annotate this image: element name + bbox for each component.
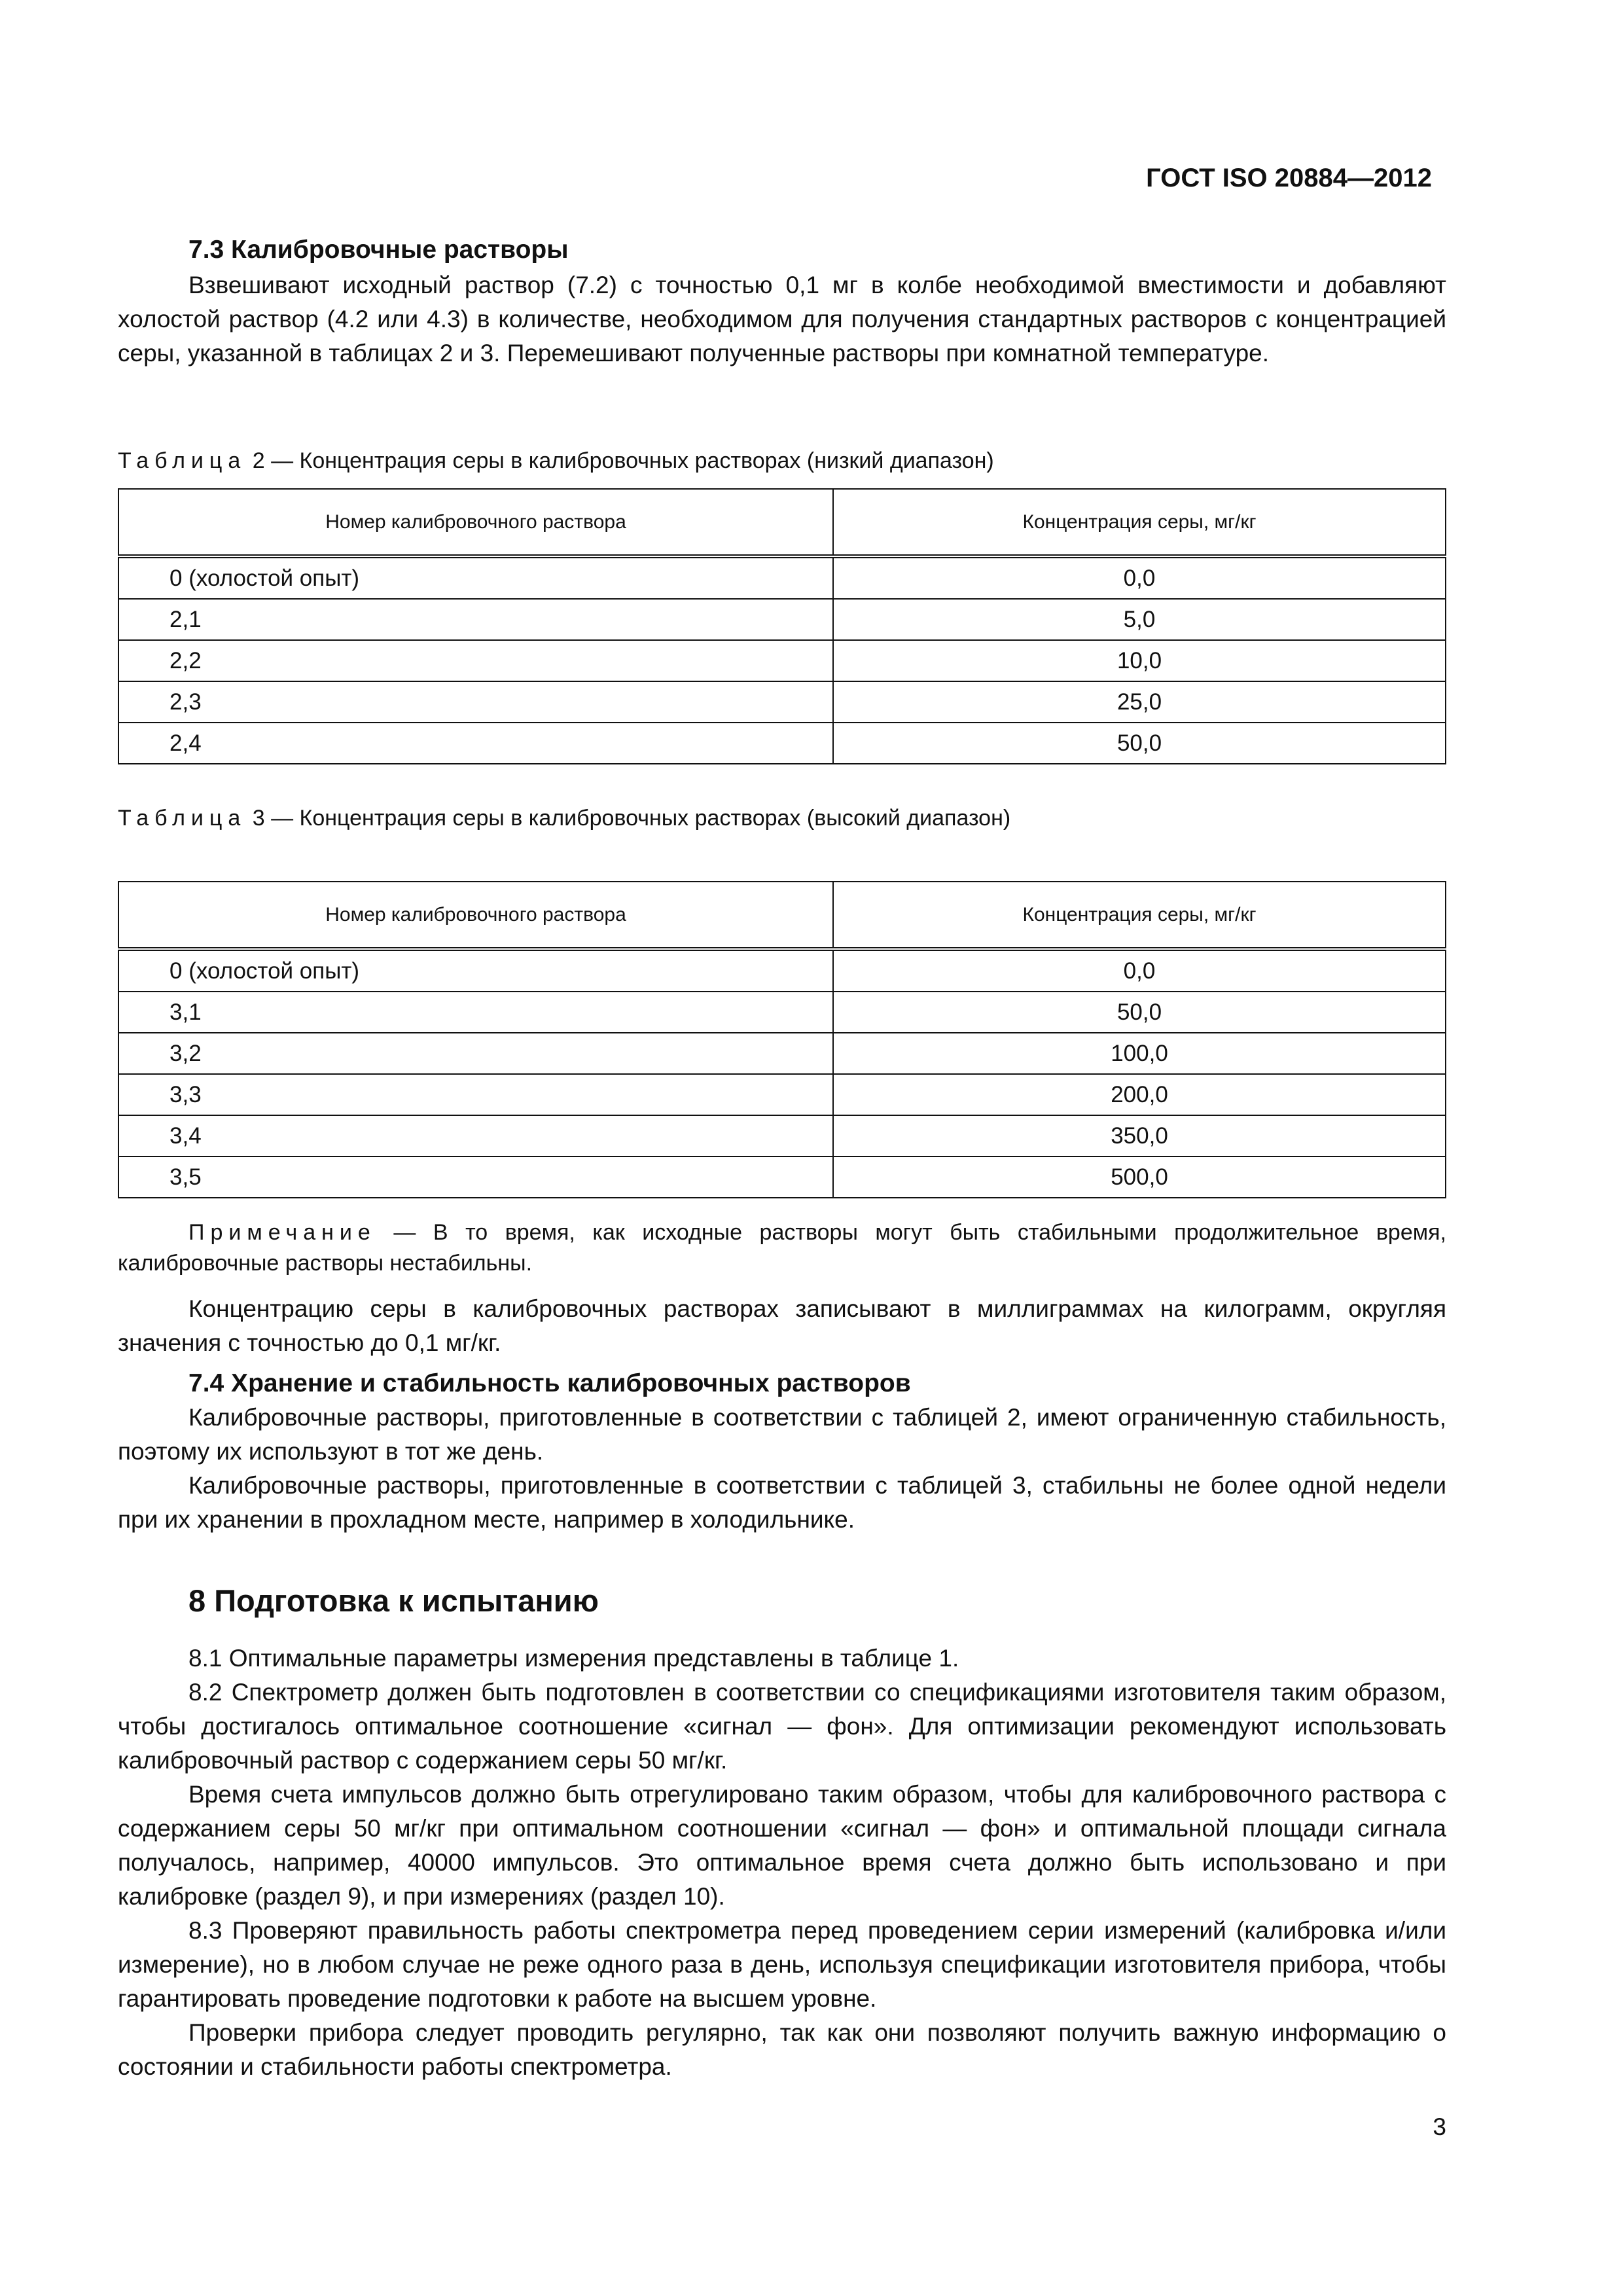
column-header: Номер калибровочного раствора — [118, 882, 833, 949]
table-2 — [118, 488, 1446, 764]
table-cell: 3,2 — [118, 1033, 833, 1074]
table-row — [118, 949, 1446, 992]
table-cell: 500,0 — [833, 1157, 1446, 1198]
table-row — [118, 640, 1446, 681]
table-row — [118, 1157, 1446, 1198]
table-note — [118, 1217, 1446, 1279]
table-cell: 2,2 — [118, 640, 833, 681]
section-8-body — [118, 1641, 1446, 2084]
paragraph-text: Калибровочные растворы, приготовленные в соответствии с таблицей 3, стабильны не более одной недели при их хранении в прохладном месте, например в холодильнике. — [118, 1472, 1446, 1533]
table-label: Таблица — [118, 448, 247, 473]
table-cell: 0 (холостой опыт) — [118, 556, 833, 599]
table-cell: 5,0 — [833, 599, 1446, 640]
paragraph-text: Проверки прибора следует проводить регулярно, так как они позволяют получить важную информацию о состоянии и стабильности работы спектрометра. — [118, 2019, 1446, 2080]
table-cell: 100,0 — [833, 1033, 1446, 1074]
section-7-4-heading: 7.4 Хранение и стабильность калибровочных растворов — [188, 1369, 911, 1397]
table-cell: 200,0 — [833, 1074, 1446, 1115]
table-cell: 10,0 — [833, 640, 1446, 681]
paragraph-text: Калибровочные растворы, приготовленные в соответствии с таблицей 2, имеют ограниченную стабильность, поэтому их используют в тот же день. — [118, 1404, 1446, 1465]
table-3 — [118, 881, 1446, 1198]
table-row — [118, 556, 1446, 599]
table-caption-text: 3 — Концентрация серы в калибровочных растворах (высокий диапазон) — [246, 806, 1011, 831]
table-caption-text: 2 — Концентрация серы в калибровочных растворах (низкий диапазон) — [246, 448, 994, 473]
table-cell: 2,3 — [118, 681, 833, 723]
table-header-row — [118, 882, 1446, 949]
paragraph-text: Время счета импульсов должно быть отрегулировано таким образом, чтобы для калибровочного раствора с содержанием серы 50 мг/кг при оптимальном соотношении «сигнал — фон» и оптимальной площади сигнала получалось, например, 40000 импульсов. Это оптимальное время счета должно быть использовано и при калибровке (раздел 9), и при измерениях (раздел 10). — [118, 1781, 1446, 1910]
table-cell: 350,0 — [833, 1115, 1446, 1157]
paragraph-8-2: 8.2 Спектрометр должен быть подготовлен в соответствии со спецификациями изготовителя таким образом, чтобы достигалось оптимальное соотношение «сигнал — фон». Для оптимизации рекомендуют использовать калибровочный раствор с содержанием серы 50 мг/кг. — [118, 1679, 1446, 1774]
document-code: ГОСТ ISO 20884—2012 — [1146, 164, 1432, 192]
table-row — [118, 681, 1446, 723]
table-cell: 3,5 — [118, 1157, 833, 1198]
table-cell: 3,4 — [118, 1115, 833, 1157]
column-header: Номер калибровочного раствора — [118, 489, 833, 556]
section-8-heading: 8 Подготовка к испытанию — [188, 1583, 599, 1618]
table-cell: 3,3 — [118, 1074, 833, 1115]
concentration-paragraph — [118, 1292, 1446, 1360]
table-cell: 0,0 — [833, 556, 1446, 599]
table-cell: 3,1 — [118, 992, 833, 1033]
table-label: Таблица — [118, 806, 247, 831]
table-header-row — [118, 489, 1446, 556]
paragraph-text: Концентрацию серы в калибровочных растворах записывают в миллиграммах на килограмм, округляя значения с точностью до 0,1 мг/кг. — [118, 1295, 1446, 1356]
note-text: — В то время, как исходные растворы могут быть стабильными продолжительное время, калибровочные растворы нестабильны. — [118, 1220, 1446, 1276]
paragraph-8-3: 8.3 Проверяют правильность работы спектрометра перед проведением серии измерений (калибровка и/или измерение), но в любом случае не реже одного раза в день, используя спецификации изготовителя прибора, чтобы гарантировать проведение подготовки к работе на высшем уровне. — [118, 1917, 1446, 2012]
table-cell: 0 (холостой опыт) — [118, 949, 833, 992]
table-row — [118, 1033, 1446, 1074]
table-cell: 2,1 — [118, 599, 833, 640]
table-row — [118, 992, 1446, 1033]
note-label: Примечание — [188, 1220, 376, 1245]
column-header: Концентрация серы, мг/кг — [833, 882, 1446, 949]
column-header: Концентрация серы, мг/кг — [833, 489, 1446, 556]
table-row — [118, 723, 1446, 764]
paragraph-8-1: 8.1 Оптимальные параметры измерения представлены в таблице 1. — [188, 1645, 959, 1672]
table-cell: 0,0 — [833, 949, 1446, 992]
table-row — [118, 1074, 1446, 1115]
table-cell: 50,0 — [833, 723, 1446, 764]
table-row — [118, 599, 1446, 640]
table-row — [118, 1115, 1446, 1157]
section-7-4-body — [118, 1401, 1446, 1537]
section-7-3-paragraph — [118, 268, 1446, 370]
table-2-caption — [118, 445, 994, 476]
section-7-3-heading: 7.3 Калибровочные растворы — [188, 236, 569, 264]
table-cell: 2,4 — [118, 723, 833, 764]
page-number: 3 — [1433, 2113, 1446, 2140]
table-cell: 50,0 — [833, 992, 1446, 1033]
paragraph-text: Взвешивают исходный раствор (7.2) с точностью 0,1 мг в колбе необходимой вместимости и добавляют холостой раствор (4.2 или 4.3) в количестве, необходимом для получения стандартных растворов с концентрацией серы, указанной в таблицах 2 и 3. Перемешивают полученные растворы при комнатной температуре. — [118, 272, 1446, 367]
table-3-caption — [118, 802, 1010, 834]
table-cell: 25,0 — [833, 681, 1446, 723]
